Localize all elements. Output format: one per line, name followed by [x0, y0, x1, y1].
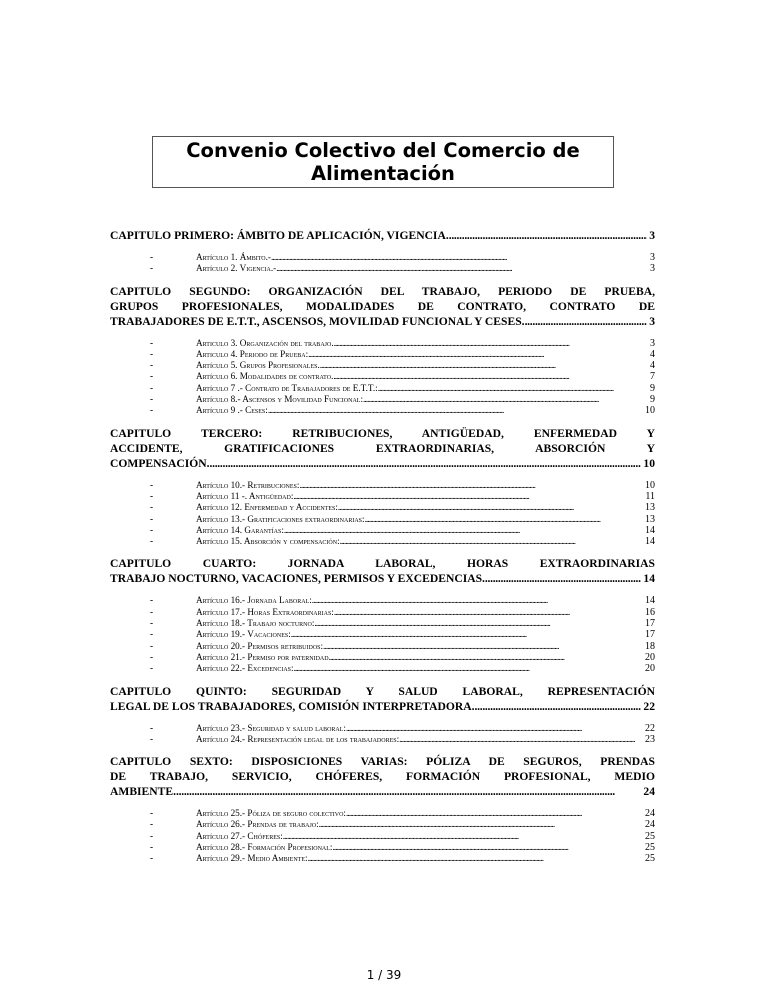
bullet-dash-icon: -	[150, 513, 154, 524]
toc-chapter-entry[interactable]	[110, 284, 655, 329]
bullet-dash-icon: -	[150, 382, 154, 393]
bullet-dash-icon: -	[150, 348, 154, 359]
article-page-number: 11	[645, 490, 655, 502]
toc-article-entry[interactable]	[110, 405, 655, 416]
toc-article-entry[interactable]	[110, 629, 655, 640]
chapter-page-number: 24	[643, 785, 655, 799]
article-page-number: 25	[645, 842, 655, 854]
bullet-dash-icon: -	[150, 479, 154, 490]
article-page-number: 20	[645, 651, 655, 663]
article-page-number: 4	[650, 360, 655, 372]
toc-article-entry[interactable]	[110, 842, 655, 853]
article-page-number: 17	[645, 629, 655, 641]
toc-article-entry[interactable]	[110, 480, 655, 491]
chapter-heading-line: TRABAJADORES DE E.T.T., ASCENSOS, MOVILIDAD FUNCIONAL Y CESES.	[110, 314, 525, 328]
article-title: Artículo 8.- Ascensos y Movilidad Funcional:	[196, 394, 363, 405]
article-title: Artículo 17.- Horas Extraordinarias:	[196, 606, 334, 617]
article-title: Artículo 12. Enfermedad y Accidentes:	[196, 502, 338, 513]
article-title: Artículo 25.- Póliza de seguro colectivo:	[196, 808, 346, 819]
article-title: Artículo 9 .- Ceses:	[196, 405, 268, 416]
article-page-number: 25	[645, 830, 655, 842]
toc-article-entry[interactable]	[110, 536, 655, 547]
chapter-page-number: 14	[643, 572, 655, 586]
article-page-number: 25	[645, 853, 655, 865]
chapter-heading-line: LEGAL DE LOS TRABAJADORES, COMISIÓN INTERPRETADORA.	[110, 699, 475, 713]
chapter-page-number: 10	[643, 456, 655, 470]
chapter-heading-line: CAPITULO TERCERO: RETRIBUCIONES, ANTIGÜEDAD, ENFERMEDAD Y	[110, 426, 655, 440]
article-title: Artículo 20.- Permisos retribuidos:	[196, 640, 324, 651]
article-page-number: 14	[645, 595, 655, 607]
article-title: Artículo 5. Grupos Profesionales.	[196, 360, 320, 371]
article-page-number: 3	[650, 252, 655, 263]
chapter-heading-line: GRUPOS PROFESIONALES, MODALIDADES DE CONTRATO, CONTRATO DE	[110, 299, 655, 313]
toc-article-entry[interactable]	[110, 618, 655, 629]
toc-article-entry[interactable]	[110, 641, 655, 652]
article-list	[110, 808, 655, 864]
article-title: Artículo 11 -. Antigüedad:	[196, 490, 294, 501]
toc-chapter-entry[interactable]	[110, 556, 655, 586]
bullet-dash-icon: -	[150, 606, 154, 617]
bullet-dash-icon: -	[150, 337, 154, 348]
bullet-dash-icon: -	[150, 502, 154, 513]
bullet-dash-icon: -	[150, 394, 154, 405]
article-list	[110, 723, 655, 746]
article-page-number: 9	[650, 394, 655, 406]
article-page-number: 4	[650, 348, 655, 360]
chapter-page-number: 22	[643, 699, 655, 713]
bullet-dash-icon: -	[150, 618, 154, 629]
bullet-dash-icon: -	[150, 733, 154, 744]
chapter-heading-line: ACCIDENTE, GRATIFICACIONES EXTRAORDINARIAS, ABSORCIÓN Y	[110, 441, 655, 455]
article-title: Artículo 16.- Jornada Laboral:	[196, 595, 312, 606]
toc-article-entry[interactable]	[110, 734, 655, 745]
article-title: Artículo 6. Modalidades de contrato.	[196, 371, 334, 382]
article-list	[110, 595, 655, 674]
article-page-number: 10	[645, 405, 655, 417]
toc-article-entry[interactable]	[110, 349, 655, 360]
chapter-page-number: 3	[649, 229, 655, 242]
article-page-number: 14	[645, 536, 655, 548]
toc-chapter-entry[interactable]	[110, 684, 655, 714]
bullet-dash-icon: -	[150, 842, 154, 853]
article-page-number: 16	[645, 606, 655, 618]
article-title: Artículo 15. Absorción y compensación:	[196, 536, 340, 547]
toc-article-entry[interactable]	[110, 525, 655, 536]
article-title: Artículo 27.- Chóferes:	[196, 830, 283, 841]
article-list	[110, 338, 655, 417]
article-title: Artículo 1. Ámbito.-	[196, 252, 271, 262]
article-title: Artículo 29.- Medio Ambiente:	[196, 853, 308, 864]
article-page-number: 10	[645, 479, 655, 491]
article-page-number: 13	[645, 513, 655, 525]
chapter-heading-line: CAPITULO SEGUNDO: ORGANIZACIÓN DEL TRABAJO, PERIODO DE PRUEBA,	[110, 284, 655, 298]
article-title: Artículo 22.- Excedencias:	[196, 663, 294, 674]
toc-article-entry[interactable]	[110, 502, 655, 513]
article-title: Artículo 10.- Retribuciones:	[196, 479, 300, 490]
toc-article-entry[interactable]	[110, 394, 655, 405]
toc-chapter-entry[interactable]	[110, 754, 655, 799]
toc-article-entry[interactable]	[110, 819, 655, 830]
chapter-heading-line: AMBIENTE.	[110, 785, 177, 799]
toc-article-entry[interactable]	[110, 383, 655, 394]
toc-article-entry[interactable]	[110, 595, 655, 606]
toc-article-entry[interactable]	[110, 263, 655, 274]
toc-article-entry[interactable]	[110, 360, 655, 371]
article-page-number: 3	[650, 263, 655, 275]
article-list	[110, 480, 655, 548]
article-page-number: 3	[650, 337, 655, 349]
article-title: Artículo 21.- Permiso por paternidad	[196, 651, 329, 662]
toc-article-entry[interactable]	[110, 491, 655, 502]
article-page-number: 22	[645, 722, 655, 734]
bullet-dash-icon: -	[150, 405, 154, 416]
article-page-number: 18	[645, 640, 655, 652]
bullet-dash-icon: -	[150, 853, 154, 864]
article-title: Artículo 19.- Vacaciones:	[196, 629, 291, 640]
article-page-number: 17	[645, 618, 655, 630]
chapter-heading-line: CAPITULO SEXTO: DISPOSICIONES VARIAS: PÓLIZA DE SEGUROS, PRENDAS	[110, 755, 655, 769]
chapter-heading-line: CAPITULO QUINTO: SEGURIDAD Y SALUD LABORAL, REPRESENTACIÓN	[110, 684, 655, 698]
bullet-dash-icon: -	[150, 663, 154, 674]
chapter-heading-line: DE TRABAJO, SERVICIO, CHÓFERES, FORMACIÓN PROFESIONAL, MEDIO	[110, 770, 655, 784]
toc-article-entry[interactable]	[110, 663, 655, 674]
document-title-box	[152, 136, 614, 188]
bullet-dash-icon: -	[150, 263, 154, 274]
article-title: Artículo 24.- Representación legal de los trabajadores:	[196, 733, 400, 744]
toc-article-entry[interactable]	[110, 607, 655, 618]
article-title: Artículo 26.- Prendas de trabajo:	[196, 819, 319, 830]
bullet-dash-icon: -	[150, 640, 154, 651]
toc-article-entry[interactable]	[110, 808, 655, 819]
toc-article-entry[interactable]	[110, 723, 655, 734]
bullet-dash-icon: -	[150, 595, 154, 606]
toc-article-entry[interactable]	[110, 853, 655, 864]
bullet-dash-icon: -	[150, 722, 154, 733]
bullet-dash-icon: -	[150, 808, 154, 819]
chapter-page-number: 3	[649, 314, 655, 328]
toc-chapter-entry[interactable]	[110, 228, 655, 243]
toc-chapter-entry[interactable]	[110, 426, 655, 471]
bullet-dash-icon: -	[150, 651, 154, 662]
chapter-heading-line: CAPITULO PRIMERO: ÁMBITO DE APLICACIÓN, VIGENCIA.	[110, 229, 449, 242]
toc-article-entry[interactable]	[110, 338, 655, 349]
bullet-dash-icon: -	[150, 524, 154, 535]
bullet-dash-icon: -	[150, 371, 154, 382]
article-title: Artículo 18.- Trabajo nocturno:	[196, 618, 315, 629]
article-title: Artículo 14. Garantías:	[196, 524, 284, 535]
bullet-dash-icon: -	[150, 490, 154, 501]
article-title: Artículo 2. Vigencia.-	[196, 263, 277, 274]
article-page-number: 7	[650, 371, 655, 383]
article-title: Artículo 23.- Seguridad y salud laboral:	[196, 722, 346, 733]
bullet-dash-icon: -	[150, 360, 154, 371]
article-list	[110, 252, 655, 275]
article-page-number: 24	[645, 808, 655, 820]
table-of-contents	[110, 228, 655, 874]
document-title-line-2: Alimentación	[311, 162, 455, 185]
toc-article-entry[interactable]	[110, 514, 655, 525]
article-page-number: 9	[650, 382, 655, 394]
toc-article-entry[interactable]	[110, 371, 655, 382]
article-title: Articulo 3. Organización del trabajo.	[196, 337, 334, 348]
bullet-dash-icon: -	[150, 819, 154, 830]
article-title: Artículo 28.- Formación Profesional:	[196, 842, 333, 853]
bullet-dash-icon: -	[150, 830, 154, 841]
article-title: Articulo 4. Periodo de Prueba:	[196, 348, 309, 359]
bullet-dash-icon: -	[150, 629, 154, 640]
chapter-heading-line: CAPITULO CUARTO: JORNADA LABORAL, HORAS EXTRAORDINARIAS	[110, 557, 655, 571]
article-page-number: 13	[645, 502, 655, 514]
article-page-number: 23	[645, 733, 655, 745]
toc-article-entry[interactable]	[110, 252, 655, 263]
chapter-heading-line: COMPENSACIÓN.	[110, 456, 210, 470]
article-title: Artículo 13.- Gratificaciones extraordinarias:	[196, 513, 365, 524]
bullet-dash-icon: -	[150, 252, 154, 262]
article-page-number: 24	[645, 819, 655, 831]
toc-article-entry[interactable]	[110, 831, 655, 842]
bullet-dash-icon: -	[150, 536, 154, 547]
toc-article-entry[interactable]	[110, 652, 655, 663]
chapter-heading-line: TRABAJO NOCTURNO, VACACIONES, PERMISOS Y EXCEDENCIAS.	[110, 572, 485, 586]
document-title-line-1: Convenio Colectivo del Comercio de	[186, 139, 580, 162]
article-page-number: 20	[645, 663, 655, 675]
page-indicator: 1 / 39	[366, 968, 402, 982]
article-page-number: 14	[645, 524, 655, 536]
article-title: Artículo 7 .- Contrato de Trabajadores de E.T.T.:	[196, 382, 378, 393]
